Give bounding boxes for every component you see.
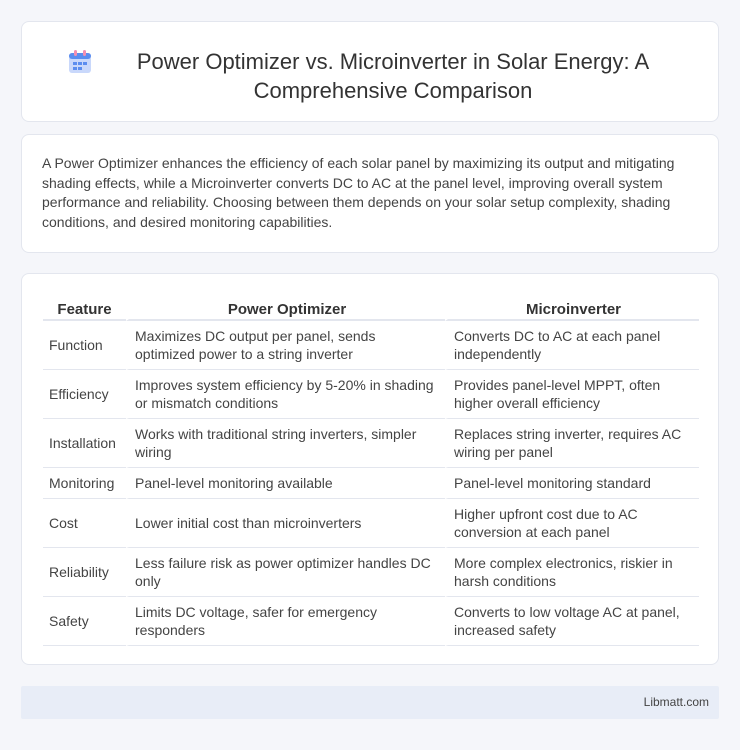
title-card bbox=[21, 21, 719, 122]
table-header-row bbox=[43, 295, 699, 321]
micro-cell: Panel-level monitoring standard bbox=[445, 468, 699, 499]
micro-cell: Converts DC to AC at each panel independently bbox=[445, 321, 699, 370]
feature-cell: Monitoring bbox=[43, 468, 126, 499]
comparison-table bbox=[43, 295, 699, 646]
header-power-optimizer: Power Optimizer bbox=[126, 295, 445, 321]
table-row bbox=[43, 597, 699, 646]
table-row bbox=[43, 370, 699, 419]
micro-cell: More complex electronics, riskier in harsh conditions bbox=[445, 548, 699, 597]
feature-cell: Installation bbox=[43, 419, 126, 468]
header-feature: Feature bbox=[43, 295, 126, 321]
header-microinverter: Microinverter bbox=[445, 295, 699, 321]
micro-cell: Converts to low voltage AC at panel, increased safety bbox=[445, 597, 699, 646]
summary-card bbox=[21, 134, 719, 253]
optimizer-cell: Maximizes DC output per panel, sends optimized power to a string inverter bbox=[126, 321, 445, 370]
optimizer-cell: Panel-level monitoring available bbox=[126, 468, 445, 499]
optimizer-cell: Works with traditional string inverters, simpler wiring bbox=[126, 419, 445, 468]
table-row bbox=[43, 321, 699, 370]
table-row bbox=[43, 468, 699, 499]
table-row bbox=[43, 548, 699, 597]
micro-cell: Provides panel-level MPPT, often higher overall efficiency bbox=[445, 370, 699, 419]
footer bbox=[21, 686, 719, 719]
micro-cell: Replaces string inverter, requires AC wiring per panel bbox=[445, 419, 699, 468]
feature-cell: Function bbox=[43, 321, 126, 370]
table-row bbox=[43, 499, 699, 548]
optimizer-cell: Less failure risk as power optimizer handles DC only bbox=[126, 548, 445, 597]
footer-brand-link[interactable]: Libmatt.com bbox=[643, 695, 709, 709]
page-title: Power Optimizer vs. Microinverter in Solar Energy: A Comprehensive Comparison bbox=[136, 49, 650, 103]
comparison-table-card bbox=[21, 273, 719, 665]
optimizer-cell: Improves system efficiency by 5-20% in shading or mismatch conditions bbox=[126, 370, 445, 419]
table-row bbox=[43, 419, 699, 468]
summary-text: A Power Optimizer enhances the efficiency of each solar panel by maximizing its output and mitigating shading effects, while a Microinverter converts DC to AC at the panel level, improving overall system performance and reliability. Choosing between them depends on your solar setup complexity, shading conditions, and desired monitoring capabilities. bbox=[42, 155, 675, 230]
calendar-icon bbox=[67, 49, 93, 75]
optimizer-cell: Limits DC voltage, safer for emergency responders bbox=[126, 597, 445, 646]
feature-cell: Safety bbox=[43, 597, 126, 646]
micro-cell: Higher upfront cost due to AC conversion at each panel bbox=[445, 499, 699, 548]
feature-cell: Reliability bbox=[43, 548, 126, 597]
feature-cell: Cost bbox=[43, 499, 126, 548]
feature-cell: Efficiency bbox=[43, 370, 126, 419]
optimizer-cell: Lower initial cost than microinverters bbox=[126, 499, 445, 548]
